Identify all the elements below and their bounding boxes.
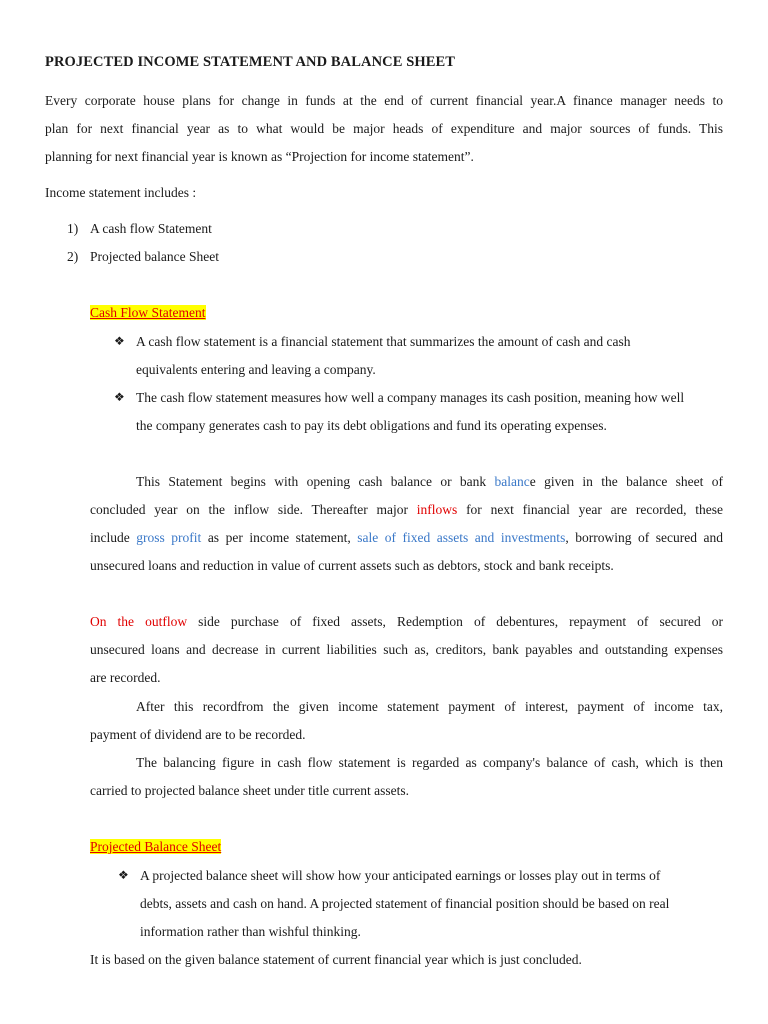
balance-sheet-bullet-line-3: information rather than wishful thinking.: [140, 924, 361, 939]
cash-flow-para-2-line-3: are recorded.: [90, 670, 161, 685]
balance-sheet-bullet-line-1: A projected balance sheet will show how your anticipated earnings or losses play out in terms of: [140, 868, 661, 883]
list-item: Projected balance Sheet: [90, 249, 219, 264]
sale-of-assets-text: sale of fixed assets and investments: [357, 530, 566, 545]
cash-flow-bullet-1-line-1: A cash flow statement is a financial statement that summarizes the amount of cash and cash: [136, 334, 631, 349]
cash-flow-para-4-line-1: The balancing figure in cash flow statement is regarded as company's balance of cash, which is then: [136, 755, 723, 770]
list-number: 2): [67, 249, 79, 264]
cash-flow-para-3-line-1: After this recordfrom the given income statement payment of interest, payment of income tax,: [136, 699, 723, 714]
page-title: PROJECTED INCOME STATEMENT AND BALANCE SHEET: [45, 54, 456, 70]
intro-line-3: planning for next financial year is known as “Projection for income statement”.: [45, 149, 474, 164]
cash-flow-bullet-2-line-1: The cash flow statement measures how well a company manages its cash position, meaning how well: [136, 390, 685, 405]
diamond-bullet-icon: ❖: [118, 868, 129, 882]
balance-sheet-last-line: It is based on the given balance statement of current financial year which is just concluded.: [90, 952, 582, 967]
cash-flow-para-2-line-2: unsecured loans and decrease in current liabilities such as, creditors, bank payables and outstanding expenses: [90, 642, 723, 657]
cash-flow-bullet-2-line-2: the company generates cash to pay its debt obligations and fund its operating expenses.: [136, 418, 607, 433]
cash-flow-para-1-line-1: This Statement begins with opening cash balance or bank balance given in the balance sheet of: [136, 474, 723, 489]
cash-flow-heading-text: Cash Flow Statement: [90, 305, 206, 320]
diamond-bullet-icon: ❖: [114, 390, 125, 404]
cash-flow-para-1-line-2: concluded year on the inflow side. Thereafter major inflows for next financial year are recorded, these: [90, 502, 724, 517]
diamond-bullet-icon: ❖: [114, 334, 125, 348]
intro-line-2: plan for next financial year as to what would be major heads of expenditure and major sources of funds. This: [45, 121, 723, 136]
section-heading-cash-flow: [90, 304, 206, 322]
inflows-text: inflows: [416, 502, 458, 517]
gross-profit-text: gross profit: [136, 530, 202, 545]
balance-sheet-bullet-line-2: debts, assets and cash on hand. A projected statement of financial position should be based on real: [140, 896, 670, 911]
cash-flow-para-1-line-4: unsecured loans and reduction in value of current assets such as debtors, stock and bank receipts.: [90, 558, 614, 573]
list-number: 1): [67, 221, 79, 236]
balance-sheet-heading-text: Projected Balance Sheet: [90, 839, 222, 854]
includes-label: Income statement includes :: [45, 185, 197, 200]
cash-flow-para-3-line-2: payment of dividend are to be recorded.: [90, 727, 306, 742]
list-item: A cash flow Statement: [90, 221, 212, 236]
cash-flow-para-4-line-2: carried to projected balance sheet under title current assets.: [90, 783, 409, 798]
cash-flow-bullet-1-line-2: equivalents entering and leaving a company.: [136, 362, 376, 377]
outflow-text: On the outflow: [90, 614, 188, 629]
intro-line-1: Every corporate house plans for change in funds at the end of current financial year.A finance manager needs to: [45, 93, 723, 108]
cash-flow-para-2-line-1: On the outflow side purchase of fixed assets, Redemption of debentures, repayment of secured or: [90, 614, 723, 629]
section-heading-balance-sheet: [90, 838, 221, 856]
cash-flow-para-1-line-3: include gross profit as per income statement, sale of fixed assets and investments, borrowing of secured and: [90, 530, 723, 545]
balance-link-text: balanc: [494, 474, 530, 489]
